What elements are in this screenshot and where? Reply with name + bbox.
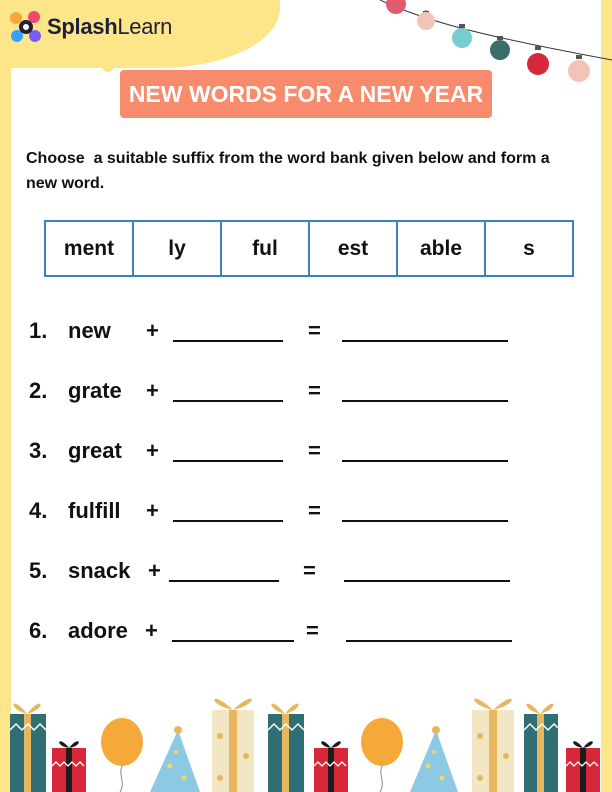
ornament-icon [386,0,406,14]
question-number: 3. [29,438,48,463]
suffix-blank[interactable] [172,640,294,642]
gift-box-icon [314,741,348,792]
brand-logo[interactable] [8,10,172,44]
question-row [0,492,612,532]
word-bank-table [44,220,574,277]
brand-name-part2: Learn [117,14,173,39]
word-bank-cell: able [398,222,486,275]
plus-sign: + [148,558,161,583]
question-word: new [68,318,111,343]
answer-blank[interactable] [344,580,510,582]
brand-name [47,14,172,40]
splashlearn-logo-icon [8,10,44,44]
question-number: 6. [29,618,48,643]
balloon-icon [101,718,143,792]
gift-box-icon [52,741,86,792]
question-word: adore [68,618,128,643]
ornament-icon [527,46,549,75]
gift-box-icon [212,699,254,792]
brand-name-part1: Splash [47,14,118,39]
question-number: 2. [29,378,48,403]
party-hat-icon [150,726,200,792]
equals-sign: = [308,318,321,343]
bottom-decoration [0,686,612,792]
question-row [0,552,612,592]
equals-sign: = [308,378,321,403]
suffix-blank[interactable] [169,580,279,582]
party-hat-icon [410,726,458,792]
answer-blank[interactable] [346,640,512,642]
word-bank-cell: s [523,236,535,260]
suffix-blank[interactable] [173,520,283,522]
worksheet-title: NEW WORDS FOR A NEW YEAR [120,70,492,118]
question-number: 5. [29,558,48,583]
ornament-icon [417,10,435,30]
gift-box-icon [472,699,514,792]
answer-blank[interactable] [342,460,508,462]
equals-sign: = [308,438,321,463]
question-word: fulfill [68,498,121,523]
word-bank-cell: ly [134,222,222,275]
balloon-icon [361,718,403,792]
question-word: snack [68,558,131,583]
question-row [0,612,612,652]
word-bank-cell: ful [222,222,310,275]
decor-dot [268,4,280,16]
question-word: grate [68,378,122,403]
equals-sign: = [306,618,319,643]
ornament-icon [490,36,510,60]
answer-blank[interactable] [342,400,508,402]
equals-sign: = [308,498,321,523]
word-bank-cell: est [310,222,398,275]
question-word: great [68,438,122,463]
plus-sign: + [146,318,159,343]
question-number: 4. [29,498,48,523]
question-row [0,312,612,352]
decor-dot [102,60,114,72]
plus-sign: + [145,618,158,643]
ornament-icon [568,55,590,82]
decor-dot [0,74,10,84]
ornament-icon [452,24,472,48]
gift-box-icon [10,704,46,792]
plus-sign: + [146,378,159,403]
plus-sign: + [146,438,159,463]
word-bank-cell: ment [46,222,134,275]
question-row [0,432,612,472]
answer-blank[interactable] [342,340,508,342]
question-number: 1. [29,318,48,343]
suffix-blank[interactable] [173,340,283,342]
question-row [0,372,612,412]
gift-box-icon [524,704,558,792]
suffix-blank[interactable] [173,400,283,402]
plus-sign: + [146,498,159,523]
gift-box-icon [566,741,600,792]
suffix-blank[interactable] [173,460,283,462]
instruction-text: Choose a suitable suffix from the word bank given below and form a new word. [26,150,550,192]
answer-blank[interactable] [342,520,508,522]
gift-box-icon [268,704,304,792]
equals-sign: = [303,558,316,583]
